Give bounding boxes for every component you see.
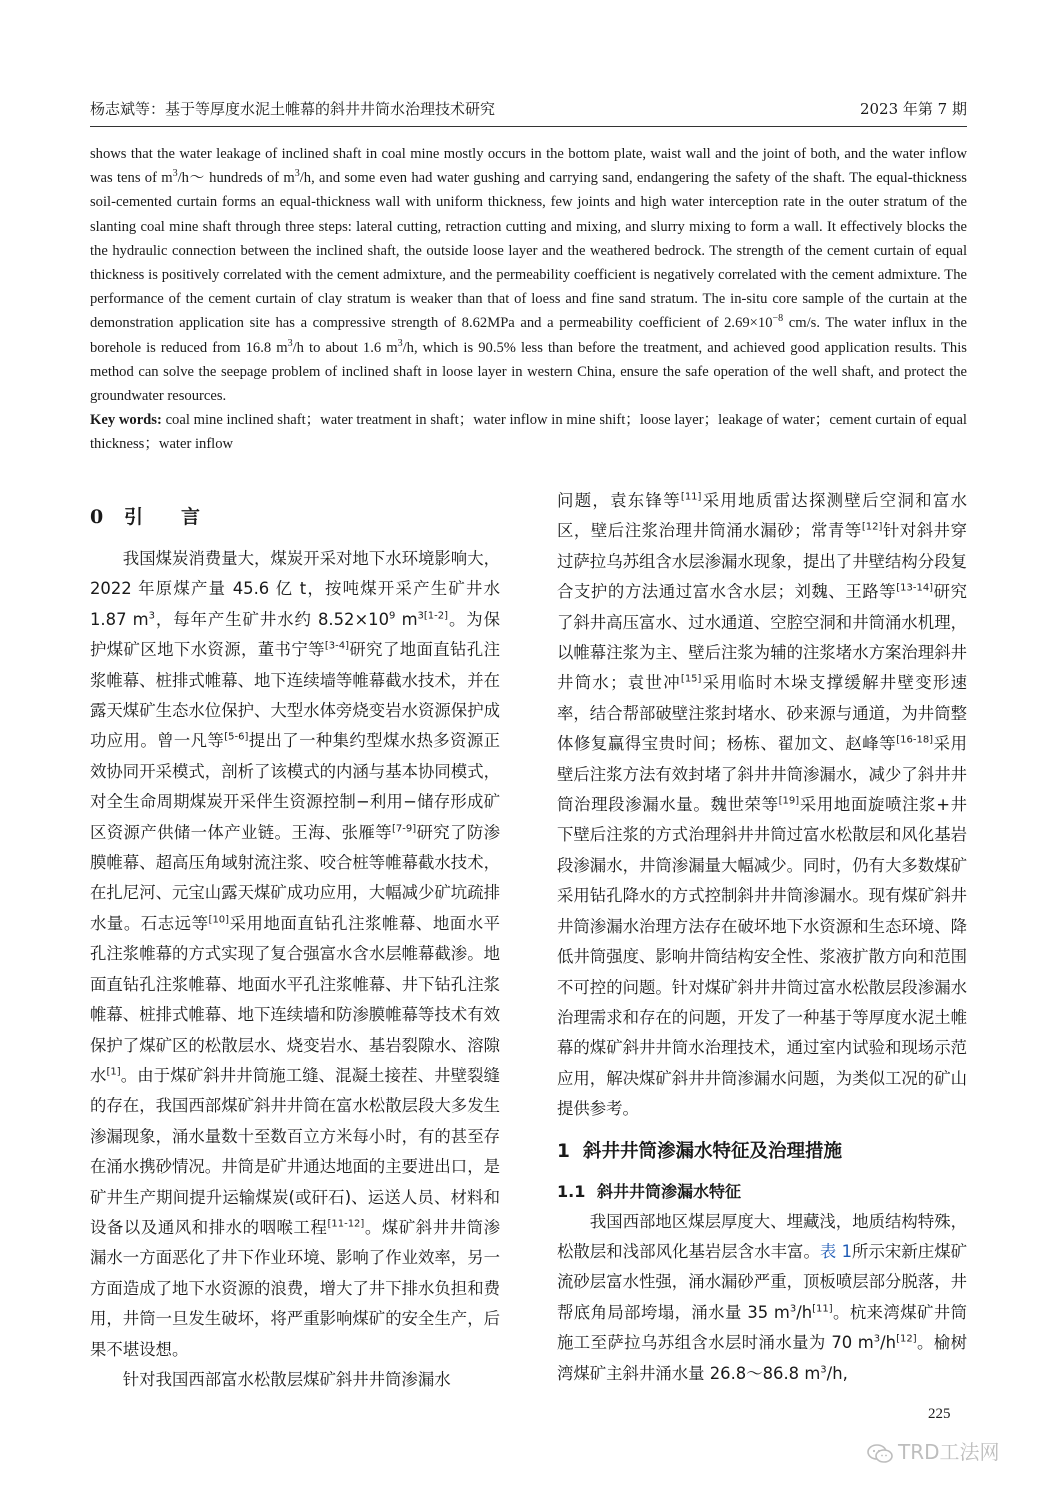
running-title: 杨志斌等：基于等厚度水泥土帷幕的斜井井筒水治理技术研究	[90, 100, 496, 118]
english-abstract	[90, 142, 967, 457]
section-number: 1	[557, 1140, 570, 1162]
left-column	[90, 488, 500, 1395]
paragraph-text: 所示宋新庄煤矿流砂层富水性强，涌水漏砂严重，顶板喷层部分脱落，井帮底角局部垮塌，涌水量 35 $m^3/h[11]$。杭来湾煤矿井筒施工至萨拉乌苏组含水层时涌水量为 70 $m^3/h[12]$。榆树湾煤矿主斜井涌水量 26.8～86.8 $m^3/h$,	[557, 1241, 968, 1383]
page-number: 225	[928, 1406, 951, 1422]
intro-paragraph-2: 针对我国西部富水松散层煤矿斜井井筒渗漏水	[122, 1369, 451, 1389]
section-title: 斜井井筒渗漏水特征及治理措施	[583, 1140, 843, 1162]
keywords	[90, 408, 967, 456]
watermark-text: TRD工法网	[898, 1440, 1000, 1464]
abstract-text: shows that the water leakage of inclined shaft in coal mine mostly occurs in the bottom plate, waist wall and the joint of both, and the water inflow was tens of $m^3/h\sim$ hundreds of $m^3/h$, and some even had water gushing and carrying sand, endangering the safety of the shaft. The equal-thickness soil-cemented curtain forms an equal-thickness wall with uniform thickness, few joints and high water interception rate in the outer stratum of the slanting coal mine shaft through three steps: lateral cutting, retraction cutting and mixing, and slurry mixing to form a wall. It effectively blocks the the hydraulic connection between the inclined shaft, the outside loose layer and the weathered bedrock. The strength of the cement curtain of equal thickness is positively correlated with the cement admixture, and the permeability coefficient is negatively correlated with the cement admixture. The performance of the cement curtain of clay stratum is weaker than that of loess and fine sand stratum. The in-situ core sample of the curtain at the demonstration application site has a compressive strength of 8.62MPa and a permeability coefficient of $2.69\times 10^{-8}$ cm/s. The water influx in the borehole is reduced from 16.8 $m^3/h$ to about 1.6 $m^3/h$, which is 90.5% less than before the treatment, and achieved good application results. This method can solve the seepage problem of inclined shaft in loose layer in western China, ensure the safe operation of the well shaft, and protect the groundwater resources.	[90, 146, 967, 405]
intro-paragraph-2-cont: 问题，袁东锋等[11]采用地质雷达探测壁后空洞和富水区，壁后注浆治理井筒涌水漏砂；常青等[12]针对斜井穿过萨拉乌苏组含水层渗漏水现象，提出了井壁结构分段复合支护的方法通过富水含水层；刘魏、王路等[13-14]研究了斜井高压富水、过水通道、空腔空洞和井筒涌水机理，以帷幕注浆为主、壁后注浆为辅的注浆堵水方案治理斜井井筒水；袁世冲[15]采用临时木垛支撑缓解井壁变形速率，结合帮部破壁注浆封堵水、砂来源与通道，为井筒整体修复赢得宝贵时间；杨栋、翟加文、赵峰等[16-18]采用壁后注浆方法有效封堵了斜井井筒渗漏水，减少了斜井井筒治理段渗漏水量。魏世荣等[19]采用地面旋喷注浆+井下壁后注浆的方式治理斜井井筒过富水松散层和风化基岩段渗漏水，井筒渗漏量大幅减少。同时，仍有大多数煤矿采用钻孔降水的方式控制斜井井筒渗漏水。现有煤矿斜井井筒渗漏水治理方法存在破坏地下水资源和生态环境、降低井筒强度、影响井筒结构安全性、浆液扩散方向和范围不可控的问题。针对煤矿斜井井筒过富水松散层段渗漏水治理需求和存在的问题，开发了一种基于等厚度水泥土帷幕的煤矿斜井井筒水治理技术，通过室内试验和现场示范应用，解决煤矿斜井井筒渗漏水问题，为类似工况的矿山提供参考。	[557, 491, 968, 1119]
subsection-title: 斜井井筒渗漏水特征	[597, 1181, 742, 1201]
running-header	[90, 96, 967, 127]
section-0-heading	[90, 502, 500, 532]
section-1-1-heading	[557, 1177, 967, 1207]
keywords-text: coal mine inclined shaft；water treatment in shaft；water inflow in mine shift；loose layer；leakage of water；cement curtain of equal thickness；water inflow	[90, 412, 967, 453]
section-title-char: 言	[181, 506, 201, 528]
right-column	[557, 486, 967, 1389]
issue-label: 2023 年第 7 期	[859, 100, 967, 118]
keywords-label: Key words:	[90, 412, 162, 429]
section-1-heading	[557, 1137, 967, 1169]
table-1-link[interactable]: 表 1	[819, 1241, 852, 1261]
watermark	[866, 1436, 1026, 1466]
subsection-number: 1.1	[557, 1181, 586, 1201]
section-number: 0	[90, 506, 104, 528]
section-title-char: 引	[124, 506, 144, 528]
section-1-1-paragraph	[557, 1207, 967, 1389]
intro-paragraph-1: 我国煤炭消费量大，煤炭开采对地下水环境影响大，2022 年原煤产量 45.6 亿 t，按吨煤开采产生矿井水 1.87 $m^3$，每年产生矿井水约 $8.52\times 10^9$ $m^{3[1-2]}$。为保护煤矿区地下水资源，董书宁等[3-4]研究了地面直钻孔注浆帷幕、桩排式帷幕、地下连续墙等帷幕截水技术，并在露天煤矿生态水位保护、大型水体旁烧变岩水资源保护成功应用。曾一凡等[5-6]提出了一种集约型煤水热多资源正效协同开采模式，剖析了该模式的内涵与基本协同模式，对全生命周期煤炭开采伴生资源控制−利用−储存形成矿区资源产供储一体产业链。王海、张雁等[7-9]研究了防渗膜帷幕、超高压角域射流注浆、咬合桩等帷幕截水技术，在扎尼河、元宝山露天煤矿成功应用，大幅减少矿坑疏排水量。石志远等[10]采用地面直钻孔注浆帷幕、地面水平孔注浆帷幕的方式实现了复合强富水含水层帷幕截渗。地面直钻孔注浆帷幕、地面水平孔注浆帷幕、井下钻孔注浆帷幕、桩排式帷幕、地下连续墙和防渗膜帷幕等技术有效保护了煤矿区的松散层水、烧变岩水、基岩裂隙水、溶隙水[1]。由于煤矿斜井井筒施工缝、混凝土接茬、井壁裂缝的存在，我国西部煤矿斜井井筒在富水松散层段大多发生渗漏现象，涌水量数十至数百立方米每小时，有的甚至存在涌水携砂情况。井筒是矿井通达地面的主要进出口，是矿井生产期间提升运输煤炭(或矸石)、运送人员、材料和设备以及通风和排水的咽喉工程[11-12]。煤矿斜井井筒渗漏水一方面恶化了井下作业环境、影响了作业效率，另一方面造成了地下水资源的浪费，增大了井下排水负担和费用，井筒一旦发生破坏，将严重影响煤矿的安全生产，后果不堪设想。	[90, 549, 501, 1359]
paragraph-text: 我国西部地区煤层厚度大、埋藏浅，地质结构特殊，松散层和浅部风化基岩层含水丰富。	[557, 1211, 967, 1261]
wechat-icon	[866, 1443, 894, 1465]
